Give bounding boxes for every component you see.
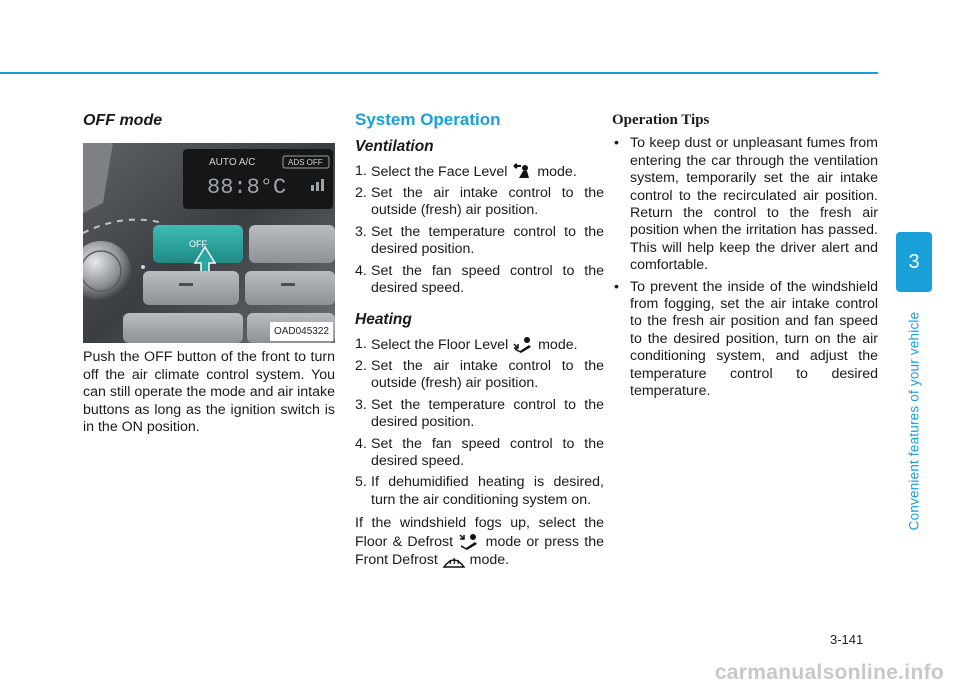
list-item bbox=[355, 263, 604, 298]
top-rule bbox=[0, 72, 878, 74]
step-text: Set the fan speed control to the desired speed. bbox=[371, 435, 604, 469]
windshield-text-3: mode. bbox=[465, 551, 510, 568]
step-text bbox=[371, 163, 604, 181]
list-item bbox=[355, 163, 604, 181]
list-item bbox=[355, 397, 604, 432]
step-text-pre: Select the Face Level bbox=[371, 163, 512, 180]
tip-text: To prevent the inside of the windshield from fogging, set the air intake control to the fresh air position and fan speed to the desired position, turn on the air conditioning system, and adjust the temperature control to desired temperature. bbox=[630, 278, 878, 400]
image-code-label: OAD045322 bbox=[270, 322, 333, 341]
ventilation-steps bbox=[355, 163, 604, 298]
panel-off-text: OFF bbox=[189, 239, 207, 250]
heating-heading: Heating bbox=[355, 311, 412, 329]
list-item bbox=[355, 436, 604, 471]
step-number: 3. bbox=[355, 223, 367, 240]
off-mode-column bbox=[83, 108, 335, 436]
step-text: If dehumidified heating is desired, turn the air conditioning system on. bbox=[371, 474, 604, 508]
system-operation-column bbox=[355, 108, 604, 569]
off-mode-heading: OFF mode bbox=[83, 112, 163, 129]
windshield-text-2: mode or press the Front Defrost bbox=[355, 533, 604, 568]
panel-ads-off-text: ADS OFF bbox=[288, 158, 323, 168]
watermark: carmanualsonline.info bbox=[714, 661, 944, 684]
floor-defrost-icon bbox=[458, 533, 480, 551]
face-level-icon bbox=[511, 163, 533, 181]
chapter-tab: 3 bbox=[896, 232, 932, 292]
tip-text: To keep dust or unpleasant fumes from entering the car through the ventilation system, temporarily set the air intake control to the recirculated air position. Return the control to the fresh air position when the irritation has passed. This will help keep the driver alert and comfortable. bbox=[630, 135, 878, 274]
step-number: 1. bbox=[355, 162, 367, 179]
step-text: Set the air intake control to the outside (fresh) air position. bbox=[371, 184, 604, 219]
step-number: 3. bbox=[355, 396, 367, 413]
step-text: Set the air intake control to the outside (fresh) air position. bbox=[371, 357, 604, 392]
panel-auto-ac-text: AUTO A/C bbox=[209, 157, 256, 169]
windshield-text-1: If the windshield fogs up, select the Floor & Defrost bbox=[355, 515, 604, 550]
step-text bbox=[371, 336, 604, 354]
heating-steps bbox=[355, 336, 604, 509]
list-item bbox=[355, 358, 604, 393]
list-item bbox=[355, 224, 604, 259]
step-text: Set the fan speed control to the desired speed. bbox=[371, 262, 604, 296]
step-text-post: mode. bbox=[533, 163, 577, 180]
step-number: 5. bbox=[355, 474, 367, 491]
floor-level-icon bbox=[512, 336, 534, 354]
page-number: 3-141 bbox=[830, 632, 864, 647]
bullet-marker: • bbox=[614, 135, 619, 152]
ventilation-heading: Ventilation bbox=[355, 138, 434, 156]
operation-tips-column bbox=[612, 108, 878, 405]
system-operation-heading: System Operation bbox=[355, 110, 501, 129]
step-text-pre: Select the Floor Level bbox=[371, 336, 513, 353]
list-item bbox=[355, 474, 604, 509]
step-text-post: mode. bbox=[534, 336, 578, 353]
step-text: Set the temperature control to the desired position. bbox=[371, 223, 604, 258]
windshield-paragraph bbox=[355, 515, 604, 569]
step-number: 4. bbox=[355, 262, 367, 279]
list-item bbox=[612, 135, 878, 274]
step-number: 1. bbox=[355, 335, 367, 352]
list-item bbox=[612, 279, 878, 401]
off-mode-body: Push the OFF button of the front to turn off the air climate control system. You can still operate the mode and air intake buttons as long as the ignition switch is in the ON position. bbox=[83, 349, 335, 436]
operation-tips-list bbox=[612, 135, 878, 400]
climate-panel-photo bbox=[83, 143, 335, 343]
step-number: 2. bbox=[355, 184, 367, 201]
step-text: Set the temperature control to the desired position. bbox=[371, 396, 604, 431]
bullet-marker: • bbox=[614, 278, 619, 295]
list-item bbox=[355, 336, 604, 354]
front-defrost-icon bbox=[442, 551, 466, 569]
list-item bbox=[355, 185, 604, 220]
step-number: 4. bbox=[355, 435, 367, 452]
climate-panel-illustration bbox=[83, 143, 335, 343]
chapter-title: Convenient features of your vehicle bbox=[906, 311, 922, 531]
operation-tips-heading: Operation Tips bbox=[612, 112, 710, 128]
step-number: 2. bbox=[355, 357, 367, 374]
panel-temperature-display: 88:8°C bbox=[207, 175, 287, 201]
